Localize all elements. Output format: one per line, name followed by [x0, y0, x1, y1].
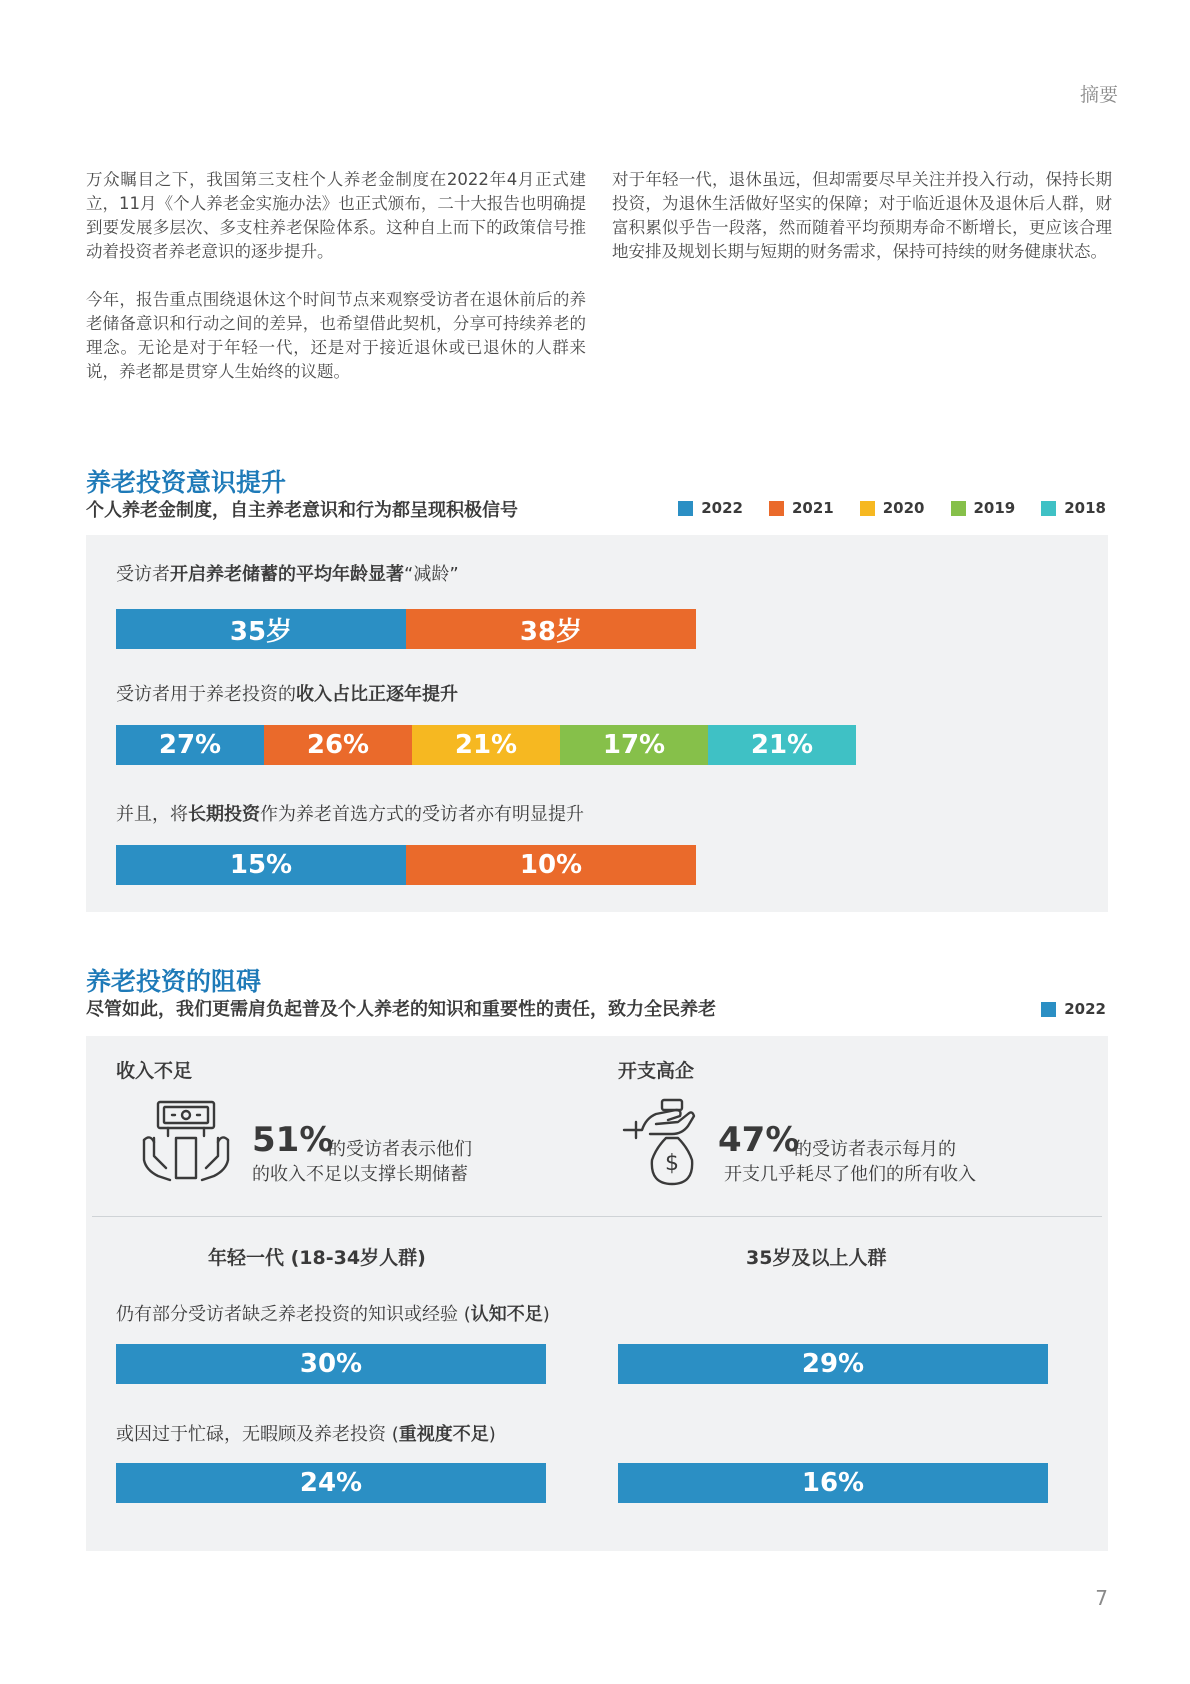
- money-hands-icon: [140, 1098, 232, 1184]
- legend-item-2019: [951, 499, 1016, 517]
- legend-label: 2019: [973, 499, 1016, 517]
- legend-label: 2022: [701, 499, 743, 517]
- intro-right-column: [612, 168, 1112, 288]
- stat-text-line1: 的受访者表示每月的: [794, 1139, 956, 1160]
- group-head-young: 年轻一代 (18-34岁人群): [208, 1247, 426, 1269]
- stat-percent-income: 51%: [252, 1120, 334, 1160]
- stat-text-line2: 开支几乎耗尽了他们的所有收入: [724, 1164, 976, 1185]
- stat-percent-expense: 47%: [718, 1120, 800, 1160]
- legend-swatch: [769, 501, 784, 516]
- stat-heading-income: 收入不足: [116, 1060, 193, 1082]
- bar-segment-2022: 16%: [618, 1463, 1048, 1503]
- legend-item-2020: [860, 499, 925, 517]
- page-number: 7: [1095, 1586, 1108, 1610]
- group-head-older: 35岁及以上人群: [746, 1247, 887, 1269]
- bar-attention-young: [116, 1463, 546, 1503]
- legend-item-2022: [1041, 1000, 1106, 1018]
- row-label-knowledge: 仍有部分受访者缺乏养老投资的知识或经验 (认知不足): [116, 1304, 550, 1325]
- bar-segment-2022: 27%: [116, 725, 264, 765]
- legend-item-2018: [1041, 499, 1106, 517]
- bar-segment-2019: 17%: [560, 725, 708, 765]
- intro-paragraph: 今年，报告重点围绕退休这个时间节点来观察受访者在退休前后的养老储备意识和行动之间的差异，也希望借此契机，分享可持续养老的理念。无论是对于年轻一代，还是对于接近退休或已退休的人群来说，养老都是贯穿人生始终的议题。: [86, 290, 586, 381]
- bar-segment-2021: 38岁: [406, 609, 696, 649]
- legend-swatch: [1041, 501, 1056, 516]
- stat-text-line1: 的受访者表示他们: [328, 1139, 472, 1160]
- section1-title: 养老投资意识提升: [86, 468, 287, 497]
- bar-segment-2022: 15%: [116, 845, 406, 885]
- bar-attention-older: [618, 1463, 1048, 1503]
- row-label-start-age: 受访者开启养老储蓄的平均年龄显著“减龄”: [116, 564, 459, 585]
- section2-subtitle: 尽管如此，我们更需肩负起普及个人养老的知识和重要性的责任，致力全民养老: [86, 999, 716, 1020]
- bar-segment-2018: 21%: [708, 725, 856, 765]
- legend-item-2022: [678, 499, 743, 517]
- bar-knowledge-young: [116, 1344, 546, 1384]
- legend-swatch: [678, 501, 693, 516]
- intro-paragraph: 对于年轻一代，退休虽远，但却需要尽早关注并投入行动，保持长期投资，为退休生活做好坚实的保障；对于临近退休及退休后人群，财富积累似乎告一段落，然而随着平均预期寿命不断增长，更应该合理地安排及规划长期与短期的财务需求，保持可持续的财务健康状态。: [612, 170, 1112, 261]
- stat-heading-expense: 开支高企: [618, 1060, 695, 1082]
- bar-segment-2022: 24%: [116, 1463, 546, 1503]
- row-label-attention: 或因过于忙碌，无暇顾及养老投资 (重视度不足): [116, 1424, 496, 1445]
- bar-long-term: [116, 845, 696, 885]
- svg-text:$: $: [665, 1151, 679, 1176]
- bar-segment-2021: 26%: [264, 725, 412, 765]
- bar-segment-2021: 10%: [406, 845, 696, 885]
- panel-divider: [92, 1216, 1102, 1217]
- bar-segment-2022: 29%: [618, 1344, 1048, 1384]
- section1-subtitle: 个人养老金制度，自主养老意识和行为都呈现积极信号: [86, 500, 518, 521]
- intro-paragraph: 万众瞩目之下，我国第三支柱个人养老金制度在2022年4月正式建立，11月《个人养老金实施办法》也正式颁布，二十大报告也明确提到要发展多层次、多支柱养老保险体系。这种自上而下的政策信号推动着投资者养老意识的逐步提升。: [86, 170, 586, 261]
- bar-start-age: [116, 609, 696, 649]
- row-label-income-share: 受访者用于养老投资的收入占比正逐年提升: [116, 684, 458, 705]
- row-label-long-term: 并且，将长期投资作为养老首选方式的受访者亦有明显提升: [116, 804, 584, 825]
- bar-segment-2022: 35岁: [116, 609, 406, 649]
- bar-income-share: [116, 725, 856, 765]
- legend-item-2021: [769, 499, 834, 517]
- intro-left-column: [86, 168, 586, 408]
- stat-text-line2: 的收入不足以支撑长期储蓄: [252, 1164, 468, 1185]
- bar-segment-2020: 21%: [412, 725, 560, 765]
- year-legend: [678, 499, 1106, 517]
- legend-swatch: [860, 501, 875, 516]
- money-bag-hand-icon: [622, 1096, 702, 1188]
- bar-knowledge-older: [618, 1344, 1048, 1384]
- legend-label: 2021: [792, 499, 834, 517]
- legend-label: 2020: [882, 499, 925, 517]
- legend-swatch: [951, 501, 966, 516]
- year-legend-2022: [1041, 1000, 1106, 1018]
- legend-label: 2018: [1064, 499, 1106, 517]
- legend-swatch: [1041, 1002, 1056, 1017]
- bar-segment-2022: 30%: [116, 1344, 546, 1384]
- section-label: 摘要: [1079, 84, 1118, 106]
- section2-title: 养老投资的阻碍: [86, 967, 262, 996]
- legend-label: 2022: [1064, 1000, 1106, 1018]
